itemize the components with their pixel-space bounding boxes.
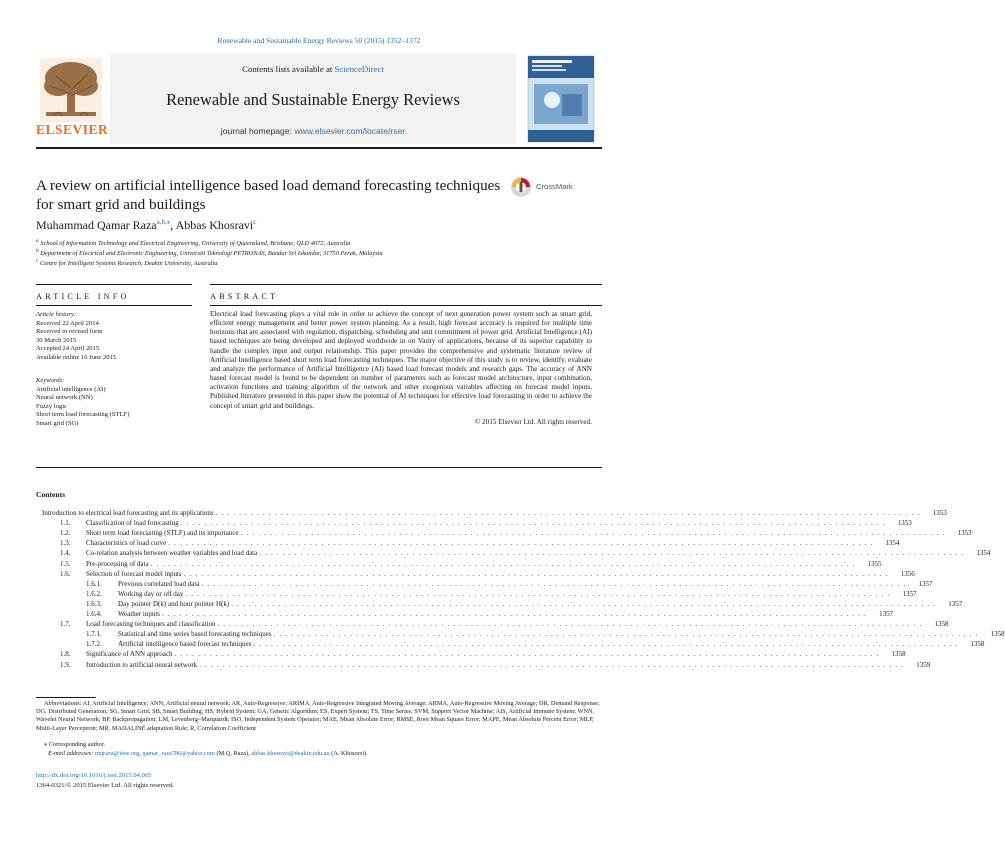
journal-title: Renewable and Sustainable Energy Reviews bbox=[166, 90, 460, 109]
toc-page-number: 1354 bbox=[885, 539, 900, 548]
toc-leader-dots: . . . . . . . . . . . . . . . . . . . . . . . . . . . . . . . . . . . . . . . . . . . . . . . . . . . . . . . . . . . . . . . . . . . . . . . . . . . . . . . . . . . . . . . . . . . . . . . . . . . . . . . . . . . . . . . . . . . . . . . . bbox=[162, 610, 868, 618]
toc-entry[interactable] bbox=[86, 599, 963, 610]
toc-page-number: 1358 bbox=[934, 620, 949, 629]
toc-leader-dots: . . . . . . . . . . . . . . . . . . . . . . . . . . . . . . . . . . . . . . . . . . . . . . . . . . . . . . . . . . . . . . . . . . . . . . . . . . . . . . . . . . . . . . . . . . . . . . . . . . . . . . . . . . . . . . . . . . . . . . . . bbox=[201, 579, 907, 588]
toc-page-number: 1357 bbox=[902, 589, 917, 598]
toc-page-number: 1357 bbox=[948, 599, 963, 608]
toc-page-number: 1353 bbox=[897, 519, 912, 528]
abstract-copyright: © 2015 Elsevier Ltd. All rights reserved. bbox=[474, 418, 592, 426]
toc-number: 1.5. bbox=[60, 559, 71, 568]
toc-title: Day pointer D(k) and hour pointer H(k) bbox=[118, 599, 230, 608]
divider bbox=[36, 284, 192, 285]
corresponding-author-footnote bbox=[36, 741, 610, 749]
toc-entry[interactable] bbox=[86, 589, 917, 600]
toc-entry[interactable] bbox=[86, 579, 933, 590]
toc-title: Previous correlated load data bbox=[118, 579, 200, 588]
toc-entry[interactable] bbox=[60, 559, 882, 570]
corresponding-author-mark[interactable]: ⁎ bbox=[166, 218, 171, 226]
toc-leader-dots: . . . . . . . . . . . . . . . . . . . . . . . . . . . . . . . . . . . . . . . . . . . . . . . . . . . . . . . . . . . . . . . . . . . . . . . . . . . . . . . . . . . . . . . . . . . . . . . . . . . . . . . . . . . . . . . . . . . . . . . . bbox=[174, 650, 880, 659]
toc-title: Characteristics of load curve bbox=[86, 539, 167, 548]
affiliation-text: Department of Electrical and Electronic Engineering, Universiti Teknologi PETRONAS, Bandar Sri Iskandar, 31750 Perak, Malaysia bbox=[40, 250, 383, 258]
article-title: A review on artificial intelligence based load demand forecasting techniques for smart grid and buildings bbox=[36, 177, 501, 213]
toc-leader-dots: . . . . . . . . . . . . . . . . . . . . . . . . . . . . . . . . . . . . . . . . . . . . . . . . . . . . . . . . . . . . . . . . . . . . . . . . . . . . . . . . . . . . . . . . . . . . . . . . . . . . . . . . . . . . . . . . . . . . . . . . bbox=[180, 519, 886, 528]
toc-page-number: 1353 bbox=[957, 529, 972, 538]
homepage-link[interactable]: www.elsevier.com/locate/rser bbox=[294, 126, 406, 136]
toc-leader-dots: . . . . . . . . . . . . . . . . . . . . . . . . . . . . . . . . . . . . . . . . . . . . . . . . . . . . . . . . . . . . . . . . . . . . . . . . . . . . . . . . . . . . . . . . . . . . . . . . . . . . . . . . . . . . . . . . . . . . . . . . bbox=[150, 559, 856, 568]
journal-homepage-line bbox=[110, 126, 516, 136]
toc-title: Working day or off day bbox=[118, 589, 184, 598]
toc-number: 1.6.3. bbox=[86, 599, 102, 608]
keywords bbox=[36, 377, 192, 429]
toc-page-number: 1358 bbox=[990, 630, 1005, 639]
journal-reference-link[interactable]: Renewable and Sustainable Energy Reviews 50 (2015) 1352–1372 bbox=[217, 36, 421, 45]
divider bbox=[36, 467, 602, 468]
toc-leader-dots: . . . . . . . . . . . . . . . . . . . . . . . . . . . . . . . . . . . . . . . . . . . . . . . . . . . . . . . . . . . . . . . . . . . . . . . . . . . . . . . . . . . . . . . . . . . . . . . . . . . . . . . . . . . . . . . . . . . . . . . . bbox=[215, 509, 921, 517]
email-link[interactable]: abbas.khosravi@deakin.edu.au bbox=[251, 750, 330, 757]
history-item: Accepted 24 April 2015 bbox=[36, 345, 100, 353]
toc-page-number: 1356 bbox=[900, 569, 915, 578]
author-separator: , Abbas Khosravi bbox=[170, 218, 254, 232]
email-link[interactable]: mqraza@ieee.org bbox=[95, 750, 140, 757]
keyword: Neural network (NN) bbox=[36, 394, 93, 402]
toc-page-number: 1357 bbox=[918, 579, 933, 588]
history-item: 30 March 2015 bbox=[36, 336, 77, 344]
toc-page-number: 1353 bbox=[932, 509, 947, 517]
history-item: Received in revised form bbox=[36, 328, 103, 336]
toc-page-number: 1359 bbox=[916, 660, 931, 669]
author-affil-marks[interactable]: a,b, bbox=[156, 218, 167, 226]
toc-entry[interactable] bbox=[60, 539, 900, 549]
toc-entry[interactable] bbox=[60, 519, 912, 529]
crossmark-badge[interactable] bbox=[510, 176, 592, 198]
toc-number: 1.6.1. bbox=[86, 579, 102, 588]
toc-title: Co-relation analysis between weather variables and load data bbox=[86, 549, 258, 558]
footnote-rule bbox=[36, 697, 96, 698]
toc-title: Classification of load forecasting bbox=[86, 519, 179, 528]
toc-entry[interactable] bbox=[60, 549, 991, 559]
doi-link[interactable]: http://dx.doi.org/10.1016/j.rser.2015.04.065 bbox=[36, 772, 152, 779]
keyword: Short term load forecasting (STLF) bbox=[36, 411, 130, 419]
toc-title: Short term load forecasting (STLF) and its importance bbox=[86, 529, 239, 538]
affiliation-mark: a bbox=[36, 238, 39, 244]
keyword: Artificial intelligence (AI) bbox=[36, 385, 106, 393]
toc-number: 1.7.2. bbox=[86, 640, 102, 649]
contents-heading: Contents bbox=[36, 490, 66, 499]
affiliation-text: School of Information Technology and Electrical Engineering, University of Queensland, Brisbane, QLD 4072, Australia bbox=[40, 240, 351, 248]
abbreviations-footnote: Abbreviations: AI, Artificial Intelligence; ANN, Artificial neural network; AR, Auto-Regressive; ARIMA, Auto-Regressive Integrated Moving Average; ARMA, Auto-Regressive Moving Average; DR, Demand Response; DG, Distributed Generation; SG, Smart Grid; SB, Smart Building; HS, Hybrid System; GA, Genetic Algorithm; ES, Expert System; TS, Time Series; SVM, Support Vector Machine; AIS, Artificial Immune System; WNN, Wavelet Neural Network; BP, Backpropagation; LM, Levenberg–Marquardt; ISO, Independent System Operator; MAE, Mean Absolute Error; RMSE, Root Mean Square Error; MAPE, Mean Absolute Percent Error; MLP, Multi-Layer Perceptron; MR, MADALINE adaptation Rule; R, Correlation Coefficient bbox=[36, 700, 600, 732]
article-info-heading: ARTICLE INFO bbox=[36, 292, 130, 301]
affiliation-mark: c bbox=[36, 258, 39, 264]
toc-title: Weather inputs bbox=[118, 610, 161, 618]
toc-entry[interactable] bbox=[60, 660, 931, 671]
toc-entry[interactable] bbox=[86, 610, 894, 620]
history-label: Article history: bbox=[36, 311, 77, 318]
issn-line: 1364-0321/© 2015 Elsevier Ltd. All rights reserved. bbox=[36, 782, 174, 789]
elsevier-wordmark: ELSEVIER bbox=[36, 122, 109, 137]
toc-number: 1.3. bbox=[60, 539, 71, 548]
toc-page-number: 1358 bbox=[891, 650, 906, 659]
toc-entry[interactable] bbox=[86, 640, 985, 650]
toc-leader-dots: . . . . . . . . . . . . . . . . . . . . . . . . . . . . . . . . . . . . . . . . . . . . . . . . . . . . . . . . . . . . . . . . . . . . . . . . . . . . . . . . . . . . . . . . . . . . . . . . . . . . . . . . . . . . . . . . . . . . . . . . bbox=[259, 549, 965, 558]
affiliation bbox=[36, 258, 217, 267]
toc-leader-dots: . . . . . . . . . . . . . . . . . . . . . . . . . . . . . . . . . . . . . . . . . . . . . . . . . . . . . . . . . . . . . . . . . . . . . . . . . . . . . . . . . . . . . . . . . . . . . . . . . . . . . . . . . . . . . . . . . . . . . . . . bbox=[217, 620, 923, 629]
toc-title: Introduction to electrical load forecasting and its applications bbox=[42, 509, 214, 517]
email-footnote bbox=[36, 750, 614, 758]
toc-entry[interactable] bbox=[60, 529, 972, 539]
toc-entry[interactable] bbox=[42, 509, 947, 519]
keyword: Smart grid (SG) bbox=[36, 419, 79, 427]
history-item: Received 22 April 2014 bbox=[36, 319, 99, 327]
toc-number: 1.8. bbox=[60, 650, 71, 659]
journal-cover-icon bbox=[522, 54, 600, 144]
corresponding-star: ⁎ bbox=[44, 741, 48, 748]
toc-title: Introduction to artificial neural network bbox=[86, 660, 198, 669]
author-line bbox=[36, 218, 256, 233]
toc-entry[interactable] bbox=[60, 620, 949, 630]
contents-available-line bbox=[110, 64, 516, 74]
corresponding-text: Corresponding author. bbox=[47, 741, 106, 748]
toc-number: 1.6.4. bbox=[86, 610, 102, 618]
toc-page-number: 1357 bbox=[879, 610, 894, 618]
toc-title: Artificial intelligence based forecast techniques bbox=[118, 640, 252, 649]
toc-page-number: 1358 bbox=[970, 640, 985, 649]
toc-leader-dots: . . . . . . . . . . . . . . . . . . . . . . . . . . . . . . . . . . . . . . . . . . . . . . . . . . . . . . . . . . . . . . . . . . . . . . . . . . . . . . . . . . . . . . . . . . . . . . . . . . . . . . . . . . . . . . . . . . . . . . . . bbox=[231, 599, 937, 608]
toc-number: 1.4. bbox=[60, 549, 71, 558]
toc-title: Pre-processing of data bbox=[86, 559, 149, 568]
toc-page-number: 1355 bbox=[867, 559, 882, 568]
header-rule bbox=[36, 147, 602, 149]
toc-title: Statistical and time series based forecasting techniques bbox=[118, 630, 272, 639]
toc-number: 1.1. bbox=[60, 519, 71, 528]
divider bbox=[210, 284, 602, 285]
crossmark-label: CrossMark bbox=[536, 182, 573, 191]
email-owner: (A. Khosravi). bbox=[329, 750, 368, 757]
abstract-text: Electrical load forecasting plays a vital role in order to achieve the concept of next generation power system such as smart grid, efficient energy management and better power system planning. As a result, high forecast accuracy is required for multiple time horizons that are associated with regulation, dispatching, scheduling and unit commitment of power grid. Artificial Intelligence (AI) based techniques are being developed and deployed worldwide in on Varity of applications, because of its superior capability to handle the complex input and output relationship. This paper provides the comprehensive and systematic literature review of Artificial Intelligence based short term load forecasting techniques. The major objective of this study is to review, identify, evaluate and analyze the performance of Artificial Intelligence (AI) based load forecast models and research gaps. The accuracy of ANN based forecast model is found to be dependent on number of parameters such as forecast model architecture, input combination, activation functions and training algorithm of the network and other exogenous variables affecting on forecast model inputs. Published literature presented in this paper show the potential of AI techniques for effective load forecasting in order to achieve the concept of smart grid and buildings. bbox=[210, 310, 592, 410]
toc-entry[interactable] bbox=[86, 630, 1005, 640]
toc-number: 1.6.2. bbox=[86, 589, 102, 598]
affiliation-mark: b bbox=[36, 248, 39, 254]
article-history bbox=[36, 311, 192, 363]
affiliation bbox=[36, 238, 350, 247]
toc-title: Selection of forecast model inputs bbox=[86, 569, 182, 578]
email-owner: (M.Q. Raza), bbox=[214, 750, 252, 757]
toc-entry[interactable] bbox=[60, 569, 915, 580]
toc-entry[interactable] bbox=[60, 650, 906, 660]
toc-leader-dots: . . . . . . . . . . . . . . . . . . . . . . . . . . . . . . . . . . . . . . . . . . . . . . . . . . . . . . . . . . . . . . . . . . . . . . . . . . . . . . . . . . . . . . . . . . . . . . . . . . . . . . . . . . . . . . . . . . . . . . . . bbox=[185, 589, 891, 598]
elsevier-logo bbox=[36, 56, 109, 142]
affiliation bbox=[36, 248, 383, 257]
abstract-heading: ABSTRACT bbox=[210, 292, 279, 301]
affiliation-text: Centre for Intelligent Systems Research, Deakin University, Australia bbox=[39, 260, 218, 268]
crossmark-icon bbox=[510, 176, 532, 198]
email-link[interactable]: qamar_raza786@yahoo.com bbox=[142, 750, 215, 757]
toc-leader-dots: . . . . . . . . . . . . . . . . . . . . . . . . . . . . . . . . . . . . . . . . . . . . . . . . . . . . . . . . . . . . . . . . . . . . . . . . . . . . . . . . . . . . . . . . . . . . . . . . . . . . . . . . . . . . . . . . . . . . . . . . bbox=[183, 569, 889, 578]
history-item: Available online 16 June 2015 bbox=[36, 353, 117, 361]
keywords-label: Keywords: bbox=[36, 377, 65, 384]
toc-page-number: 1354 bbox=[976, 549, 991, 558]
toc-number: 1.2. bbox=[60, 529, 71, 538]
toc-number: 1.7. bbox=[60, 620, 71, 629]
toc-leader-dots: . . . . . . . . . . . . . . . . . . . . . . . . . . . . . . . . . . . . . . . . . . . . . . . . . . . . . . . . . . . . . . . . . . . . . . . . . . . . . . . . . . . . . . . . . . . . . . . . . . . . . . . . . . . . . . . . . . . . . . . . bbox=[253, 640, 959, 649]
author-name: Muhammad Qamar Raza bbox=[36, 218, 157, 232]
email-label: E-mail addresses: bbox=[48, 750, 95, 757]
divider bbox=[36, 305, 192, 306]
toc-title: Significance of ANN approach bbox=[86, 650, 173, 659]
toc-leader-dots: . . . . . . . . . . . . . . . . . . . . . . . . . . . . . . . . . . . . . . . . . . . . . . . . . . . . . . . . . . . . . . . . . . . . . . . . . . . . . . . . . . . . . . . . . . . . . . . . . . . . . . . . . . . . . . . . . . . . . . . . bbox=[240, 529, 946, 538]
contents-prefix: Contents lists available at bbox=[242, 64, 335, 74]
toc-number: 1.6. bbox=[60, 569, 71, 578]
journal-cover-image bbox=[522, 54, 600, 144]
email-separator: , bbox=[139, 750, 143, 757]
toc-title: Load forecasting techniques and classification bbox=[86, 620, 216, 629]
homepage-prefix: journal homepage: bbox=[220, 126, 295, 136]
divider bbox=[210, 305, 602, 306]
toc-leader-dots: . . . . . . . . . . . . . . . . . . . . . . . . . . . . . . . . . . . . . . . . . . . . . . . . . . . . . . . . . . . . . . . . . . . . . . . . . . . . . . . . . . . . . . . . . . . . . . . . . . . . . . . . . . . . . . . . . . . . . . . . bbox=[273, 630, 979, 639]
keyword: Fuzzy logic bbox=[36, 402, 67, 410]
toc-number: 1.7.1. bbox=[86, 630, 102, 639]
toc-number: 1.9. bbox=[60, 660, 71, 669]
toc-leader-dots: . . . . . . . . . . . . . . . . . . . . . . . . . . . . . . . . . . . . . . . . . . . . . . . . . . . . . . . . . . . . . . . . . . . . . . . . . . . . . . . . . . . . . . . . . . . . . . . . . . . . . . . . . . . . . . . . . . . . . . . . bbox=[199, 660, 905, 669]
author-affil-marks[interactable]: c bbox=[253, 218, 257, 226]
toc-leader-dots: . . . . . . . . . . . . . . . . . . . . . . . . . . . . . . . . . . . . . . . . . . . . . . . . . . . . . . . . . . . . . . . . . . . . . . . . . . . . . . . . . . . . . . . . . . . . . . . . . . . . . . . . . . . . . . . . . . . . . . . . bbox=[168, 539, 874, 548]
sciencedirect-link[interactable]: ScienceDirect bbox=[334, 64, 384, 74]
